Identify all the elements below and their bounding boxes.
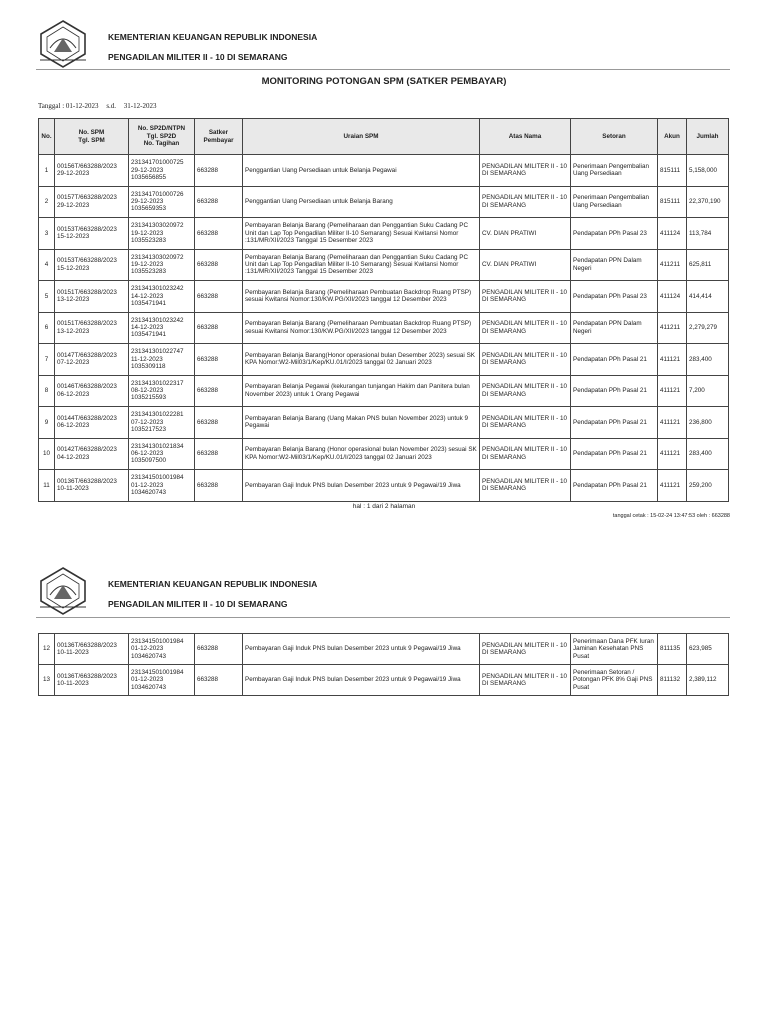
cell-akun: 411211 <box>658 312 687 344</box>
cell-sp2d: 231341301021834 06-12-2023 1035097500 <box>129 438 195 470</box>
table-row <box>39 665 729 696</box>
cell-akun: 411121 <box>658 407 687 439</box>
cell-uraian: Penggantian Uang Persediaan untuk Belanja Barang <box>243 186 480 218</box>
cell-sp2d: 231341301023242 14-12-2023 1035471941 <box>129 312 195 344</box>
table-row <box>39 186 729 218</box>
cell-satker: 663288 <box>195 344 243 376</box>
table-row <box>39 438 729 470</box>
cell-uraian: Pembayaran Gaji Induk PNS bulan Desember 2023 untuk 9 Pegawai/19 Jiwa <box>243 470 480 502</box>
cell-atas-nama: PENGADILAN MILITER II - 10 DI SEMARANG <box>480 375 571 407</box>
cell-spm: 00144T/663288/2023 06-12-2023 <box>55 407 129 439</box>
cell-jumlah: 623,985 <box>687 634 729 665</box>
cell-atas-nama: CV. DIAN PRATIWI <box>480 249 571 281</box>
cell-jumlah: 414,414 <box>687 281 729 313</box>
cell-spm: 00156T/663288/2023 29-12-2023 <box>55 155 129 187</box>
cell-spm: 00153T/663288/2023 15-12-2023 <box>55 249 129 281</box>
cell-no: 5 <box>39 281 55 313</box>
col-header-spm: No. SPM Tgl. SPM <box>55 119 129 155</box>
cell-spm: 00147T/663288/2023 07-12-2023 <box>55 344 129 376</box>
cell-uraian: Pembayaran Gaji Induk PNS bulan Desember 2023 untuk 9 Pegawai/19 Jiwa <box>243 665 480 696</box>
potongan-table-page2 <box>38 633 729 696</box>
org-name-line2: PENGADILAN MILITER II - 10 DI SEMARANG <box>108 52 288 62</box>
table-row <box>39 218 729 250</box>
col-header-uraian: Uraian SPM <box>243 119 480 155</box>
col-header-setoran: Setoran <box>571 119 658 155</box>
cell-no: 4 <box>39 249 55 281</box>
cell-sp2d: 231341501001984 01-12-2023 1034620743 <box>129 634 195 665</box>
cell-akun: 811132 <box>658 665 687 696</box>
cell-uraian: Pembayaran Belanja Pegawai (kekurangan tunjangan Hakim dan Panitera bulan November 2023) untuk 1 Orang Pegawai <box>243 375 480 407</box>
cell-atas-nama: PENGADILAN MILITER II - 10 DI SEMARANG <box>480 312 571 344</box>
cell-no: 13 <box>39 665 55 696</box>
cell-no: 8 <box>39 375 55 407</box>
cell-spm: 00151T/663288/2023 13-12-2023 <box>55 312 129 344</box>
cell-satker: 663288 <box>195 249 243 281</box>
cell-jumlah: 283,400 <box>687 344 729 376</box>
cell-setoran: Pendapatan PPh Pasal 23 <box>571 281 658 313</box>
cell-atas-nama: PENGADILAN MILITER II - 10 DI SEMARANG <box>480 634 571 665</box>
col-header-atas-nama: Atas Nama <box>480 119 571 155</box>
cell-no: 11 <box>39 470 55 502</box>
org-name-line2: PENGADILAN MILITER II - 10 DI SEMARANG <box>108 599 288 609</box>
date-separator: s.d. <box>106 102 117 110</box>
cell-jumlah: 7,200 <box>687 375 729 407</box>
cell-jumlah: 283,400 <box>687 438 729 470</box>
cell-no: 10 <box>39 438 55 470</box>
table-header-row <box>39 119 729 155</box>
cell-no: 12 <box>39 634 55 665</box>
table-row <box>39 155 729 187</box>
table-row <box>39 470 729 502</box>
cell-spm: 00136T/663288/2023 10-11-2023 <box>55 665 129 696</box>
col-header-jumlah: Jumlah <box>687 119 729 155</box>
page2-header <box>36 557 730 619</box>
header-divider <box>36 617 730 618</box>
cell-satker: 663288 <box>195 438 243 470</box>
cell-jumlah: 113,784 <box>687 218 729 250</box>
org-name-line1: KEMENTERIAN KEUANGAN REPUBLIK INDONESIA <box>108 579 318 589</box>
cell-setoran: Pendapatan PPN Dalam Negeri <box>571 249 658 281</box>
cell-no: 1 <box>39 155 55 187</box>
cell-jumlah: 236,800 <box>687 407 729 439</box>
cell-uraian: Pembayaran Belanja Barang (Uang Makan PNS bulan November 2023) untuk 9 Pegawai <box>243 407 480 439</box>
cell-setoran: Pendapatan PPN Dalam Negeri <box>571 312 658 344</box>
cell-uraian: Pembayaran Belanja Barang(Honor operasional bulan Desember 2023) sesuai SK KPA Nomor:W2-Mil03/1/Kep/KU.01/I/2023 tanggal 02 Januari 2023 <box>243 344 480 376</box>
cell-akun: 411121 <box>658 470 687 502</box>
cell-sp2d: 231341701000725 29-12-2023 1035656855 <box>129 155 195 187</box>
cell-satker: 663288 <box>195 155 243 187</box>
cell-satker: 663288 <box>195 407 243 439</box>
cell-setoran: Penerimaan Pengembalian Uang Persediaan <box>571 155 658 187</box>
cell-setoran: Pendapatan PPh Pasal 21 <box>571 407 658 439</box>
cell-uraian: Pembayaran Belanja Barang (Pemeliharaan Pembuatan Backdrop Ruang PTSP) sesuai Kwitansi Nomor:130/KW.PG/XII/2023 tanggal 12 Desember 2023 <box>243 281 480 313</box>
cell-setoran: Pendapatan PPh Pasal 21 <box>571 438 658 470</box>
cell-no: 9 <box>39 407 55 439</box>
cell-sp2d: 231341301022281 07-12-2023 1035217523 <box>129 407 195 439</box>
cell-sp2d: 231341301022747 11-12-2023 1035309118 <box>129 344 195 376</box>
cell-no: 3 <box>39 218 55 250</box>
cell-sp2d: 231341701000726 29-12-2023 1035659353 <box>129 186 195 218</box>
cell-sp2d: 231341301022317 08-12-2023 1035215593 <box>129 375 195 407</box>
cell-sp2d: 231341303020972 19-12-2023 1035523283 <box>129 249 195 281</box>
cell-atas-nama: PENGADILAN MILITER II - 10 DI SEMARANG <box>480 155 571 187</box>
cell-satker: 663288 <box>195 665 243 696</box>
header-divider <box>36 69 730 70</box>
cell-atas-nama: PENGADILAN MILITER II - 10 DI SEMARANG <box>480 470 571 502</box>
cell-jumlah: 625,811 <box>687 249 729 281</box>
cell-atas-nama: CV. DIAN PRATIWI <box>480 218 571 250</box>
cell-atas-nama: PENGADILAN MILITER II - 10 DI SEMARANG <box>480 665 571 696</box>
print-info: tanggal cetak : 15-02-24 13:47:53 oleh : 663288 <box>612 513 730 519</box>
cell-akun: 411211 <box>658 249 687 281</box>
ministry-emblem-icon <box>36 18 90 70</box>
cell-no: 2 <box>39 186 55 218</box>
cell-satker: 663288 <box>195 186 243 218</box>
cell-akun: 411121 <box>658 375 687 407</box>
cell-jumlah: 259,200 <box>687 470 729 502</box>
cell-satker: 663288 <box>195 375 243 407</box>
table-row <box>39 375 729 407</box>
cell-setoran: Pendapatan PPh Pasal 23 <box>571 218 658 250</box>
table-body-page2 <box>39 634 729 696</box>
cell-satker: 663288 <box>195 470 243 502</box>
cell-atas-nama: PENGADILAN MILITER II - 10 DI SEMARANG <box>480 186 571 218</box>
cell-sp2d: 231341303020972 19-12-2023 1035523283 <box>129 218 195 250</box>
cell-satker: 663288 <box>195 312 243 344</box>
cell-akun: 815111 <box>658 186 687 218</box>
cell-akun: 815111 <box>658 155 687 187</box>
table-row <box>39 281 729 313</box>
cell-setoran: Pendapatan PPh Pasal 21 <box>571 470 658 502</box>
cell-jumlah: 22,370,190 <box>687 186 729 218</box>
cell-sp2d: 231341301023242 14-12-2023 1035471941 <box>129 281 195 313</box>
page-info: hal : 1 dari 2 halaman <box>352 503 416 510</box>
cell-jumlah: 2,279,279 <box>687 312 729 344</box>
cell-setoran: Pendapatan PPh Pasal 21 <box>571 344 658 376</box>
cell-uraian: Penggantian Uang Persediaan untuk Belanja Pegawai <box>243 155 480 187</box>
cell-no: 6 <box>39 312 55 344</box>
cell-uraian: Pembayaran Gaji Induk PNS bulan Desember 2023 untuk 9 Pegawai/19 Jiwa <box>243 634 480 665</box>
cell-spm: 00157T/663288/2023 29-12-2023 <box>55 186 129 218</box>
col-header-sp2d: No. SP2D/NTPN Tgl. SP2D No. Tagihan <box>129 119 195 155</box>
org-name-line1: KEMENTERIAN KEUANGAN REPUBLIK INDONESIA <box>108 32 318 42</box>
cell-spm: 00142T/663288/2023 04-12-2023 <box>55 438 129 470</box>
cell-atas-nama: PENGADILAN MILITER II - 10 DI SEMARANG <box>480 344 571 376</box>
table-row <box>39 634 729 665</box>
cell-satker: 663288 <box>195 281 243 313</box>
potongan-table <box>38 118 729 502</box>
table-body-page1 <box>39 155 729 502</box>
cell-uraian: Pembayaran Belanja Barang (Pemeliharaan Pembuatan Backdrop Ruang PTSP) sesuai Kwitansi Nomor:130/KW.PG/XII/2023 tanggal 12 Desember 2023 <box>243 312 480 344</box>
date-range <box>38 102 162 110</box>
cell-spm: 00153T/663288/2023 15-12-2023 <box>55 218 129 250</box>
cell-uraian: Pembayaran Belanja Barang (Pemeliharaan dan Penggantian Suku Cadang PC Unit dan Lap Top Pengadilan Militer II-10 Semarang) Sesuai Kwitansi Nomor :131/MR/XII/2023 Tanggal 15 Desember 2023 <box>243 218 480 250</box>
cell-atas-nama: PENGADILAN MILITER II - 10 DI SEMARANG <box>480 281 571 313</box>
cell-setoran: Penerimaan Dana PFK Iuran Jaminan Kesehatan PNS Pusat <box>571 634 658 665</box>
col-header-satker: Satker Pembayar <box>195 119 243 155</box>
table-row <box>39 407 729 439</box>
cell-jumlah: 5,158,000 <box>687 155 729 187</box>
page1-header <box>36 10 730 72</box>
cell-akun: 411124 <box>658 281 687 313</box>
cell-spm: 00136T/663288/2023 10-11-2023 <box>55 634 129 665</box>
cell-satker: 663288 <box>195 218 243 250</box>
cell-spm: 00136T/663288/2023 10-11-2023 <box>55 470 129 502</box>
cell-no: 7 <box>39 344 55 376</box>
cell-atas-nama: PENGADILAN MILITER II - 10 DI SEMARANG <box>480 407 571 439</box>
cell-setoran: Pendapatan PPh Pasal 21 <box>571 375 658 407</box>
cell-atas-nama: PENGADILAN MILITER II - 10 DI SEMARANG <box>480 438 571 470</box>
cell-uraian: Pembayaran Belanja Barang (Pemeliharaan dan Penggantian Suku Cadang PC Unit dan Lap Top Pengadilan Militer II-10 Semarang) Sesuai Kwitansi Nomor :131/MR/XII/2023 Tanggal 15 Desember 2023 <box>243 249 480 281</box>
date-start: Tanggal : 01-12-2023 <box>38 102 99 110</box>
col-header-akun: Akun <box>658 119 687 155</box>
cell-uraian: Pembayaran Belanja Barang (Honor operasional bulan November 2023) sesuai SK KPA Nomor:W2-Mil03/1/Kep/KU.01/I/2023 tanggal 02 Januari 2023 <box>243 438 480 470</box>
cell-setoran: Penerimaan Setoran / Potongan PFK 8% Gaji PNS Pusat <box>571 665 658 696</box>
cell-akun: 411121 <box>658 344 687 376</box>
cell-setoran: Penerimaan Pengembalian Uang Persediaan <box>571 186 658 218</box>
cell-spm: 00146T/663288/2023 06-12-2023 <box>55 375 129 407</box>
cell-sp2d: 231341501001984 01-12-2023 1034620743 <box>129 470 195 502</box>
table-row <box>39 312 729 344</box>
cell-jumlah: 2,389,112 <box>687 665 729 696</box>
cell-akun: 811135 <box>658 634 687 665</box>
cell-sp2d: 231341501001984 01-12-2023 1034620743 <box>129 665 195 696</box>
col-header-no: No. <box>39 119 55 155</box>
cell-satker: 663288 <box>195 634 243 665</box>
date-end: 31-12-2023 <box>123 102 157 110</box>
cell-spm: 00151T/663288/2023 13-12-2023 <box>55 281 129 313</box>
table-row <box>39 344 729 376</box>
table-row <box>39 249 729 281</box>
report-title: MONITORING POTONGAN SPM (SATKER PEMBAYAR) <box>261 76 507 87</box>
ministry-emblem-icon <box>36 565 90 617</box>
cell-akun: 411124 <box>658 218 687 250</box>
cell-akun: 411121 <box>658 438 687 470</box>
